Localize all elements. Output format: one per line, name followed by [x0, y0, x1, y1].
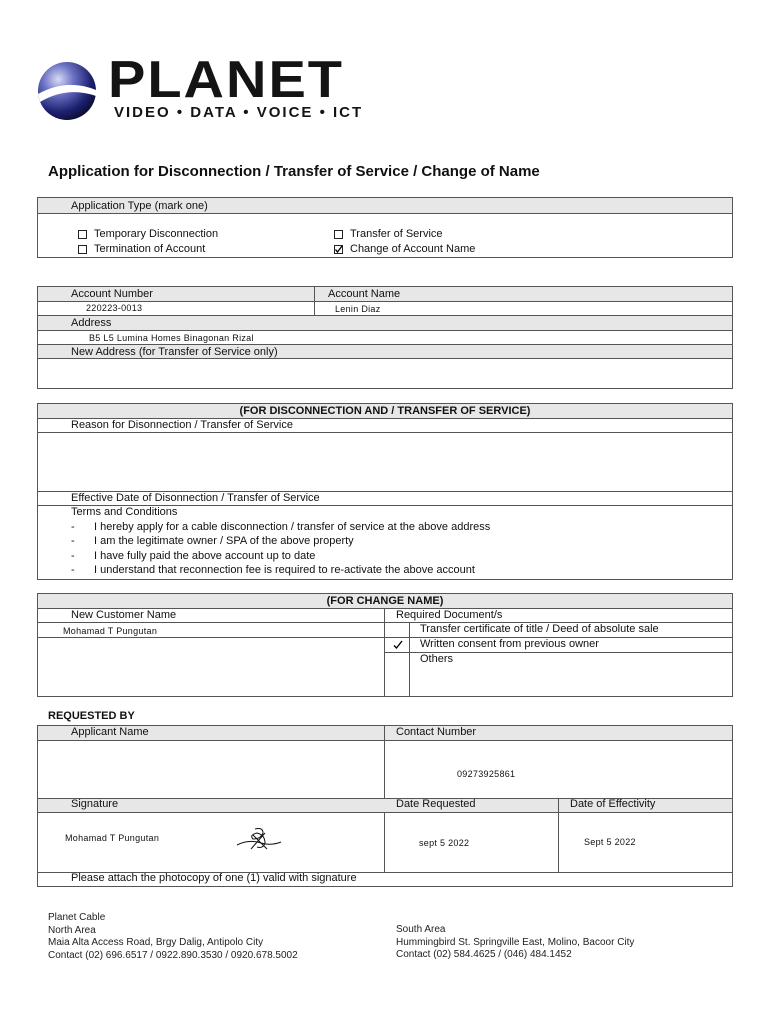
signature-name-value: Mohamad T Pungutan — [65, 833, 160, 843]
planet-logo — [36, 50, 416, 124]
requested-by-section — [37, 725, 733, 887]
term-bullet: - — [71, 564, 75, 576]
globe-icon — [36, 60, 98, 122]
logo-wordmark: PLANET — [108, 50, 344, 109]
disconnection-header: (FOR DISCONNECTION AND / TRANSFER OF SERVICE) — [239, 405, 531, 417]
address-label: Address — [71, 317, 112, 329]
form-title: Application for Disconnection / Transfer of Service / Change of Name — [48, 163, 540, 180]
checkbox-transfer-of-service[interactable] — [334, 230, 343, 239]
new-address-label: New Address (for Transfer of Service only) — [71, 346, 278, 358]
term-item: I hereby apply for a cable disconnection / transfer of service at the above address — [94, 521, 491, 533]
contact-number-label: Contact Number — [396, 726, 477, 738]
checkbox-termination-of-account[interactable] — [78, 245, 87, 254]
required-documents-label: Required Document/s — [396, 609, 503, 621]
contact-number-value: 09273925861 — [457, 769, 516, 779]
term-item: I have fully paid the above account up to date — [94, 550, 316, 562]
footer-north-contact: Contact (02) 696.6517 / 0922.890.3530 / 0920.678.5002 — [48, 949, 298, 961]
requested-by-title: REQUESTED BY — [48, 710, 135, 722]
new-address-field[interactable] — [38, 359, 732, 388]
account-name-value: Lenin Diaz — [335, 304, 381, 314]
new-customer-name-label: New Customer Name — [71, 609, 177, 621]
footer-south — [396, 924, 634, 962]
new-customer-name-value: Mohamad T Pungutan — [63, 626, 158, 636]
footer-south-address: Hummingbird St. Springville East, Molino, Bacoor City — [396, 936, 635, 948]
date-requested-value: sept 5 2022 — [419, 838, 470, 848]
reason-field[interactable] — [38, 433, 732, 490]
option-temporary-disconnection: Temporary Disconnection — [94, 228, 219, 240]
reason-label: Reason for Disonnection / Transfer of Service — [71, 419, 293, 431]
doc-transfer-certificate: Transfer certificate of title / Deed of absolute sale — [420, 623, 659, 635]
disconnection-section — [37, 403, 733, 580]
change-name-header: (FOR CHANGE NAME) — [326, 595, 444, 607]
change-name-section — [37, 593, 733, 697]
footer-south-contact: Contact (02) 584.4625 / (046) 484.1452 — [396, 949, 572, 960]
footer-north — [48, 912, 298, 962]
doc-written-consent-checkbox[interactable] — [392, 638, 404, 650]
term-bullet: - — [71, 550, 75, 562]
option-termination-of-account: Termination of Account — [94, 243, 206, 255]
option-transfer-of-service: Transfer of Service — [350, 228, 443, 240]
account-number-label: Account Number — [71, 288, 153, 300]
term-bullet: - — [71, 535, 75, 547]
option-change-of-account-name: Change of Account Name — [350, 243, 476, 255]
application-type-header: Application Type (mark one) — [71, 200, 208, 212]
check-mark-icon — [392, 639, 404, 651]
application-type-section — [37, 197, 733, 258]
doc-others: Others — [420, 653, 454, 665]
effective-date-label: Effective Date of Disonnection / Transfer of Service — [71, 492, 320, 504]
term-item: I understand that reconnection fee is required to re-activate the above account — [94, 564, 475, 576]
date-requested-label: Date Requested — [396, 798, 476, 810]
terms-label: Terms and Conditions — [71, 506, 178, 518]
term-item: I am the legitimate owner / SPA of the above property — [94, 535, 354, 547]
footer-north-address: Maia Alta Access Road, Brgy Dalig, Antipolo City — [48, 937, 264, 948]
footer-north-area: North Area — [48, 924, 96, 936]
signature-label: Signature — [71, 798, 119, 810]
handwritten-signature — [235, 825, 285, 853]
checkbox-change-of-account-name[interactable] — [334, 245, 343, 254]
date-of-effectivity-value: Sept 5 2022 — [584, 837, 636, 847]
term-bullet: - — [71, 521, 75, 533]
footer-south-area: South Area — [396, 924, 446, 935]
check-mark-icon — [334, 245, 343, 254]
logo-tagline: VIDEO • DATA • VOICE • ICT — [114, 104, 364, 121]
account-number-value: 220223-0013 — [86, 303, 143, 313]
applicant-name-label: Applicant Name — [71, 726, 149, 738]
footer-company: Planet Cable — [48, 912, 106, 923]
account-name-label: Account Name — [328, 288, 401, 300]
attachment-note: Please attach the photocopy of one (1) valid with signature — [71, 872, 357, 884]
date-of-effectivity-label: Date of Effectivity — [570, 798, 656, 810]
address-value: B5 L5 Lumina Homes Binagonan Rizal — [89, 333, 254, 343]
account-section — [37, 286, 733, 389]
doc-written-consent: Written consent from previous owner — [420, 638, 599, 650]
checkbox-temporary-disconnection[interactable] — [78, 230, 87, 239]
